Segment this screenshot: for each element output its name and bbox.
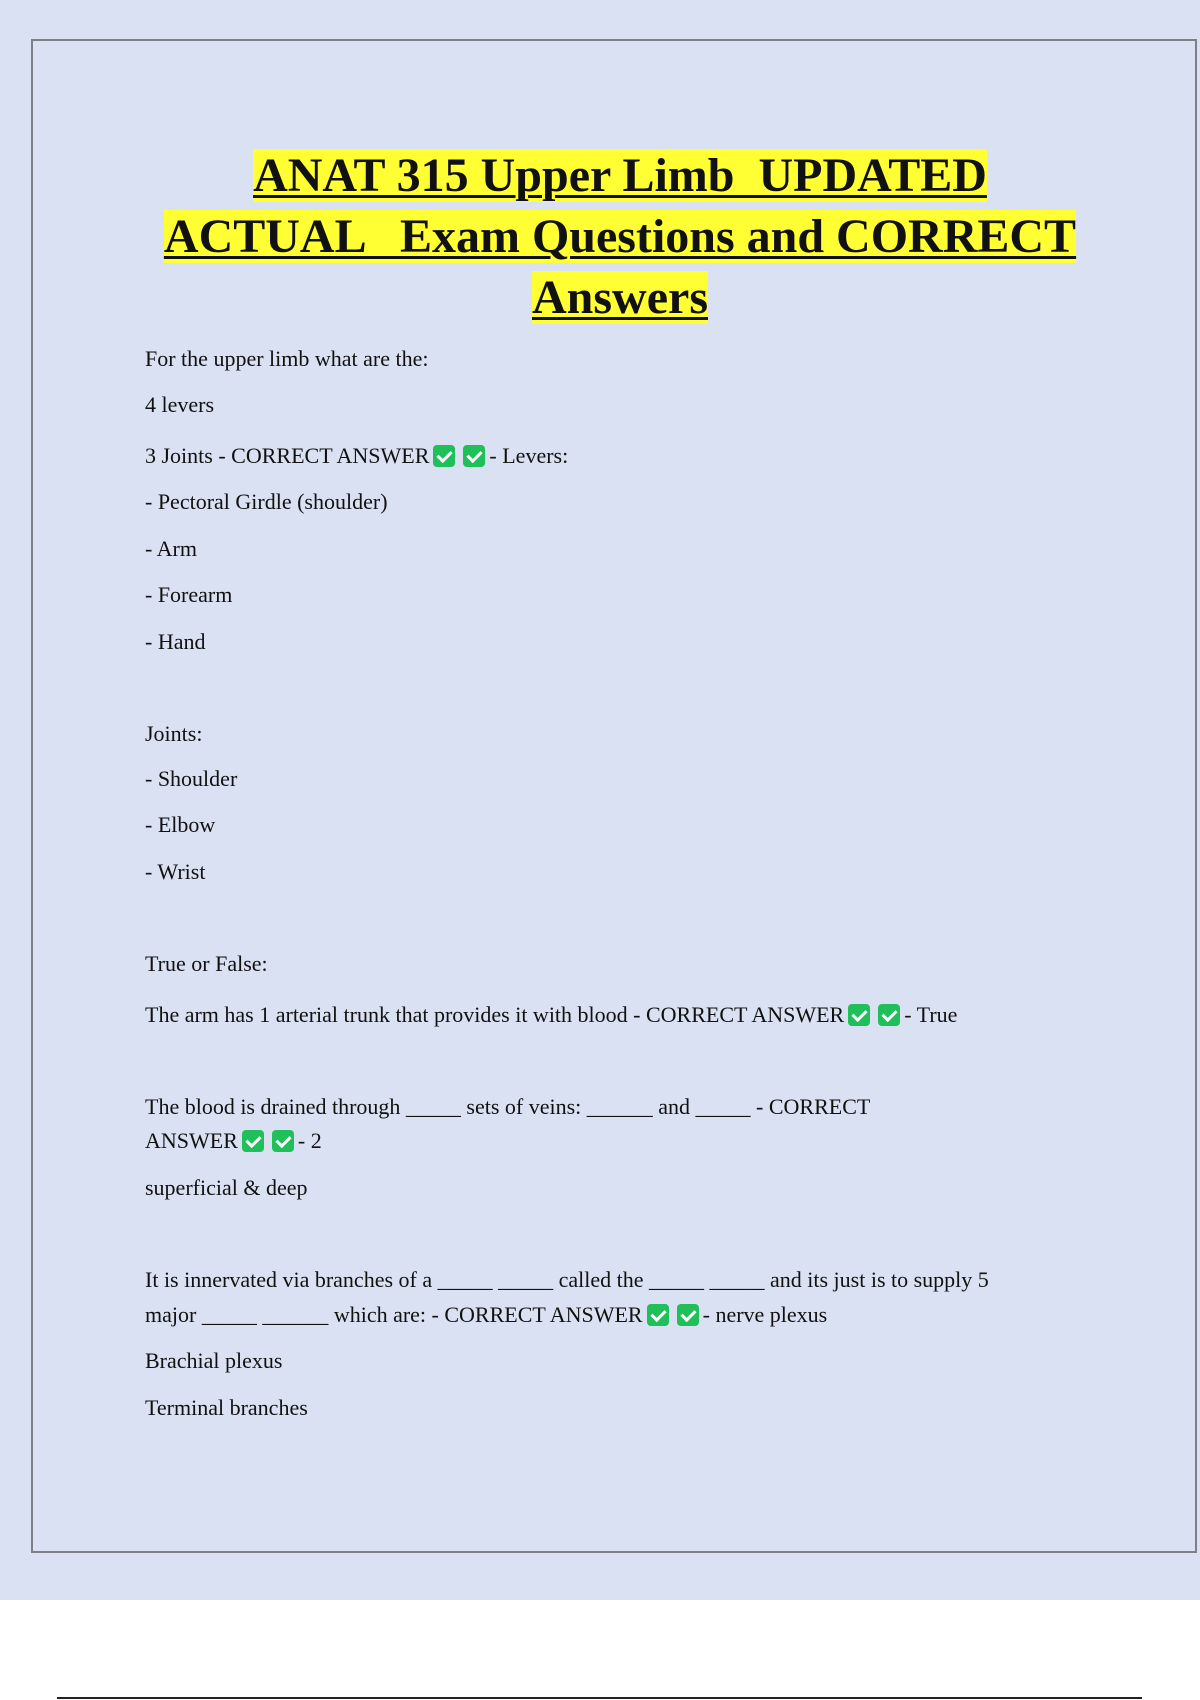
q4-answer-prefix: major _____ ______ which are: - CORRECT ANSWER [145,1302,643,1327]
q1-answer-text: - Levers: [489,443,569,468]
q3-line-1: The blood is drained through _____ sets of veins: ______ and _____ - CORRECT [145,1094,871,1119]
joint-item: - Shoulder [145,766,238,791]
lever-item: - Arm [145,536,197,561]
check-box-icon [433,445,455,467]
q1-line-1: For the upper limb what are the: [145,346,429,371]
q2-line-1: True or False: [145,951,268,976]
title-line-2: ACTUAL Exam Questions and CORRECT [163,210,1077,263]
lever-item: - Forearm [145,582,233,607]
joint-item: - Elbow [145,812,216,837]
check-box-icon [677,1304,699,1326]
check-box-icon [242,1130,264,1152]
lever-item: - Hand [145,629,206,654]
q3-line-3: superficial & deep [145,1175,308,1200]
q4-line-1: It is innervated via branches of a _____ _____ called the _____ _____ and its just is to supply 5 [145,1267,989,1292]
bottom-rule [57,1697,1142,1699]
check-box-icon [848,1004,870,1026]
q1-answer-line [145,439,568,473]
q4-line-4: Terminal branches [145,1395,308,1420]
check-box-icon [272,1130,294,1152]
document-title [120,145,1120,328]
q2-answer-text: - True [904,1002,958,1027]
title-line-3: Answers [532,271,708,324]
q3-answer-prefix: ANSWER [145,1128,238,1153]
q1-line-2: 4 levers [145,392,215,417]
q2-answer-line [145,998,957,1032]
q2-question: The arm has 1 arterial trunk that provides it with blood - CORRECT ANSWER [145,1002,845,1027]
q1-answer-prefix: 3 Joints - CORRECT ANSWER [145,443,430,468]
q3-answer-line [145,1124,322,1158]
title-line-1: ANAT 315 Upper Limb UPDATED [253,149,987,202]
check-box-icon [878,1004,900,1026]
check-box-icon [647,1304,669,1326]
lever-item: - Pectoral Girdle (shoulder) [145,489,388,514]
q4-line-3: Brachial plexus [145,1348,283,1373]
q3-answer-text: - 2 [297,1128,322,1153]
joints-heading: Joints: [145,721,203,746]
q4-answer-text: - nerve plexus [702,1302,828,1327]
check-box-icon [463,445,485,467]
q4-answer-line [145,1298,827,1332]
joint-item: - Wrist [145,859,206,884]
